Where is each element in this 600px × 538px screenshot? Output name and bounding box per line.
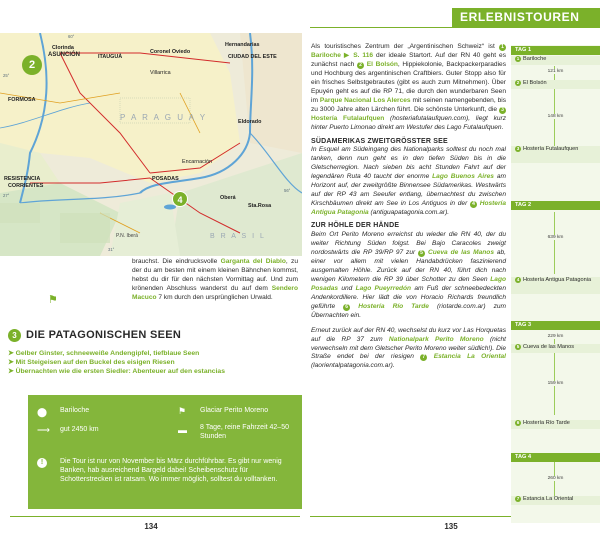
flag-icon: ⚑ [178, 406, 187, 416]
pin-icon: ⚑ [48, 294, 58, 306]
map-marker: 2 [22, 55, 42, 75]
section-title: DIE PATAGONISCHEN SEEN [26, 329, 182, 341]
route-line [554, 98, 555, 148]
route-distance: 639 km [511, 235, 600, 240]
section-number: 3 [8, 329, 21, 342]
route-stop: 2 El Bolsón [511, 80, 600, 89]
paragraph-2: In Esquel am Südeingang des Nationalparks solltest du noch mal tanken, denn nun geht es in den tiefen Süden bis in die Gletscherregion. Nach sieben bis acht Stunden Fahrt auf der legendären Ruta 40 taucht der enorme Lago Buenos Aires am Horizont auf, der zweitgrößte Binnensee Südamerikas. Westwärts auf der RP 43 am Seeufer entlang, übernachtest du zwischen Kirschbäumen direkt am See in Los Antiguos in der 4 Hostería Antigua Patagonia (antiguapatagonia.com.ar). [311, 146, 506, 217]
location-icon: ⬤ [37, 407, 48, 417]
route-stop: 3 Hostería Futalaufquen [511, 146, 600, 163]
route-stop: 5 Cueva de las Manos [511, 344, 600, 353]
paragraph-4: Erneut zurück auf der RN 40, wechselst du kurz vor Las Horquetas auf die RP 37 zum Nationalpark Perito Moreno (nicht verwechseln mit dem Gletscher Perito Moreno weiter südlich!). Die Straße endet bei der riesigen 7 Estancia La Oriental (laorientalpatagonia.com.ar). [311, 326, 507, 370]
bullet-item: ➤ Mit Steigeisen auf den Buckel des eisigen Riesen [8, 359, 175, 367]
bullet-item: ➤ Gelber Ginster, schneeweiße Andengipfel, tiefblaue Seen [8, 350, 200, 357]
map-city: POSADAS [152, 176, 179, 182]
map-city: Eldorado [238, 119, 262, 125]
paragraph-3: Beim Ort Perito Moreno erreichst du wieder die RN 40, der du weiter Richtung Süden folgst. Bei Bajo Caracoles zweigt nordostwärts die RP 39/RP 97 zur 5 Cueva de las Manos ab, einer vor allem mit vielen Handabdrücken faszinierend ausgemalten Höhle. Zurück auf der RN 40, führt dich nach wenigen Kilometern die RP 39 über Schotter zu den Seen Lago Posadas und Lago Pueyrredón am Fuß der schneebedeckten Andenkordillere. Hier lädt die von Horacio Richards freundlich geführte 6 Hostería Río Tarde (riotarde.com.ar) zum Übernachten ein. [311, 231, 507, 319]
highlight-bullets [8, 349, 300, 376]
map-country: B R A S I L [210, 233, 266, 240]
tour-distance: gut 2450 km [60, 426, 99, 433]
day-tag: TAG 3 [511, 321, 600, 330]
map-city: Coronel Oviedo [150, 49, 191, 55]
paragraph-1: Als touristisches Zentrum der „Argentinischen Schweiz“ ist 1 Bariloche ▶ S. 116 der ideale Startort. Auf der RN 40 geht es zunächst nach 2 El Bolsón, Hippiekolonie, Backpackerparadies und Hochburg des argentinischen Craftbiers. Guter Stopp also für ein frisches Selbstgebrautes (gibt es auch zum Mitnehmen). Über Epuyén geht es auf die RP 71, die durch den wunderbaren Seen im Parque Nacional Los Alerces mit seinen namengebenden, bis zu 3000 Jahre alten Lärchen führt. Die schönste Unterkunft, die 3 Hostería Futalaufquen (hosteriafutalaufquen.com), liegt kurz hinter Puerto Limonao direkt am Westufer des Lago Futalaufquen. [311, 43, 506, 131]
bullet-item: ➤ Übernachten wie die ersten Siedler: Abenteuer auf den estancias [8, 368, 225, 376]
route-stop: 6 Hostería Río Tarde [511, 420, 600, 429]
map-city: Hernandarias [225, 42, 260, 48]
info-icon: ! [37, 458, 47, 468]
map-city: Villarrica [150, 70, 171, 76]
day-tag: TAG 1 [511, 46, 600, 55]
map-city: ITAUGUÁ [98, 54, 123, 60]
map-city: ASUNCIÓN [48, 52, 81, 58]
route-distance: 229 km [511, 334, 600, 339]
chapter-title: ERLEBNISTOUREN [460, 10, 580, 24]
right-column [311, 43, 506, 371]
map-city: Sta.Rosa [248, 203, 272, 209]
route-line [554, 212, 555, 274]
page-number-left: 134 [144, 522, 158, 531]
header-bar [452, 8, 600, 27]
map [0, 33, 302, 256]
route-distance: 148 km [511, 114, 600, 119]
map-graphic [0, 33, 302, 256]
route-distance: 121 km [511, 69, 600, 74]
tour-info-box [28, 395, 302, 509]
route-distance: 159 km [511, 381, 600, 386]
tour-duration: 8 Tage, reine Fahrzeit 42–50 Stunden [200, 424, 289, 440]
map-coord: 56° [284, 188, 291, 193]
map-coord: 27° [3, 193, 10, 198]
tour-start: Bariloche [60, 407, 90, 414]
map-country: P A R A G U A Y [120, 113, 208, 122]
section-heading [5, 329, 301, 343]
map-coord: 60° [68, 34, 75, 39]
map-city: Encarnación [182, 159, 212, 165]
map-park: P.N. Iberá [116, 233, 138, 239]
route-stop: 1 Bariloche [511, 56, 600, 65]
car-icon: ▬ [178, 425, 187, 435]
route-distance: 260 km [511, 476, 600, 481]
map-city: Oberá [220, 195, 236, 201]
subheading-2: ZUR HÖHLE DER HÄNDE [311, 222, 400, 230]
map-city: Clorinda [52, 45, 74, 51]
footer-rule [10, 516, 300, 517]
subheading-1: SÜDAMERIKAS ZWEITGRÖSSTER SEE [311, 137, 448, 145]
map-coord: 25° [3, 73, 10, 78]
map-city: FORMOSA [8, 97, 36, 103]
page-number-right: 135 [444, 522, 458, 531]
day-tag: TAG 2 [511, 201, 600, 210]
route-stop: 7 Estancia La Oriental [511, 496, 600, 505]
tour-note: Die Tour ist nur von November bis März durchführbar. Es gibt nur wenig Banken, hab ausreichend Bargeld dabei! Scheibenschutz für Schotterstrecken ist ratsam. Wo immer möglich, solltest du volltanken. [60, 458, 282, 483]
map-city: CORRIENTES [8, 183, 44, 189]
map-city: CIUDAD DEL ESTE [228, 54, 277, 60]
map-coord: 31° [108, 247, 115, 252]
map-marker: 4 [172, 191, 188, 207]
map-city: RESISTENCIA [4, 176, 41, 182]
distance-icon: ⟶ [37, 425, 50, 435]
route-stop: 4 Hostería Antigua Patagonia [511, 277, 600, 294]
day-tag: TAG 4 [511, 453, 600, 462]
header-rule [310, 27, 600, 28]
tour-end: Glaciar Perito Moreno [200, 407, 269, 414]
intro-paragraph: brauchst. Die eindrucksvolle Garganta del Diablo, zu der du am besten mit einem kleinen Bähnchen kommst, hebst du dir für den nächsten Vormittag auf. Und zum krönenden Abschluss wanderst du auf dem Sendero Macuco 7 km durch den ursprünglichen Urwald. [132, 258, 298, 301]
